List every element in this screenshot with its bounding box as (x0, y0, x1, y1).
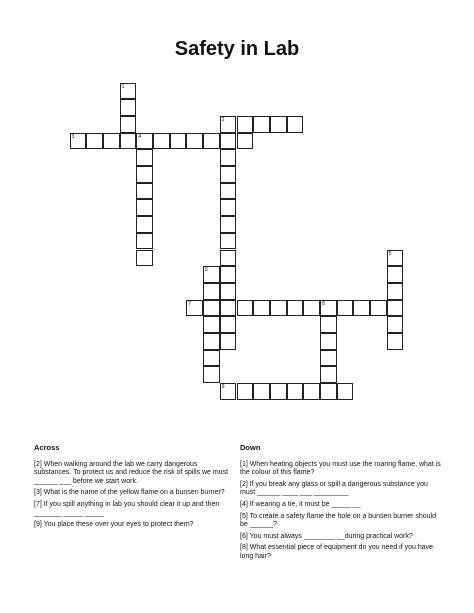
grid-cell[interactable] (387, 250, 404, 267)
grid-cell[interactable] (237, 383, 254, 400)
grid-cell[interactable] (353, 300, 370, 317)
grid-cell[interactable] (270, 300, 287, 317)
clue-number: 7 (188, 300, 192, 307)
grid-cell[interactable] (287, 116, 304, 133)
grid-cell[interactable] (270, 383, 287, 400)
grid-cell[interactable] (120, 116, 137, 133)
grid-cell[interactable] (203, 333, 220, 350)
grid-cell[interactable] (287, 383, 304, 400)
grid-cell[interactable] (337, 383, 354, 400)
down-clue: [8] What essential piece of equipment do you need if you have long hair? (240, 544, 434, 560)
grid-cell[interactable] (387, 266, 404, 283)
grid-cell[interactable] (320, 316, 337, 333)
across-heading: Across (34, 443, 60, 452)
grid-cell[interactable] (136, 250, 153, 267)
grid-cell[interactable] (220, 233, 237, 250)
grid-cell[interactable] (120, 83, 137, 100)
grid-cell[interactable] (387, 300, 404, 317)
across-clue: [3] What is the name of the yellow flame on a bunsen burner? (34, 489, 225, 497)
page-title: Safety in Lab (174, 38, 300, 60)
grid-cell[interactable] (370, 300, 387, 317)
grid-cell[interactable] (220, 149, 237, 166)
grid-cell[interactable] (387, 333, 404, 350)
grid-cell[interactable] (387, 283, 404, 300)
grid-cell[interactable] (220, 199, 237, 216)
grid-cell[interactable] (203, 300, 220, 317)
across-clue-list (34, 461, 232, 530)
grid-cell[interactable] (170, 133, 187, 150)
down-clue: [2] If you break any glass or spill a dangerous substance you must ______ ____ ___ _________ (240, 480, 428, 497)
grid-cell[interactable] (320, 350, 337, 367)
grid-cell[interactable] (136, 199, 153, 216)
clue-number: 8 (322, 300, 325, 307)
grid-cell[interactable] (253, 383, 270, 400)
grid-cell[interactable] (136, 133, 153, 150)
clue-number: 5 (388, 250, 392, 257)
grid-cell[interactable] (120, 133, 137, 150)
across-clue: [2] When walking around the lab we carry dangerous substances. To protect us and reduce the risk of spills we must ______ ___ before we start work. (34, 460, 229, 485)
clue-number: 3 (71, 133, 75, 140)
grid-cell[interactable] (203, 266, 220, 283)
grid-cell[interactable] (70, 133, 87, 150)
clue-number: 6 (205, 267, 208, 274)
grid-cell[interactable] (337, 300, 354, 317)
grid-cell[interactable] (220, 183, 237, 200)
grid-cell[interactable] (220, 266, 237, 283)
grid-cell[interactable] (320, 383, 337, 400)
grid-cell[interactable] (237, 116, 254, 133)
grid-cell[interactable] (136, 183, 153, 200)
clue-number: 9 (221, 384, 225, 391)
grid-cell[interactable] (136, 166, 153, 183)
grid-cell[interactable] (287, 300, 304, 317)
clue-number: 1 (121, 83, 125, 90)
grid-cell[interactable] (203, 133, 220, 150)
grid-cell[interactable] (220, 300, 237, 317)
grid-cell[interactable] (220, 250, 237, 267)
grid-cell[interactable] (253, 116, 270, 133)
grid-cell[interactable] (303, 383, 320, 400)
grid-cell[interactable] (270, 116, 287, 133)
grid-cell[interactable] (186, 300, 203, 317)
grid-cell[interactable] (320, 366, 337, 383)
down-clue-list (240, 461, 442, 562)
across-clues (34, 444, 232, 533)
down-clue: [1] When heating objects you must use the roaring flame, what is the colour of this flame? (240, 460, 441, 477)
down-clues (240, 444, 442, 565)
grid-cell[interactable] (220, 333, 237, 350)
grid-cell[interactable] (136, 216, 153, 233)
grid-cell[interactable] (237, 133, 254, 150)
down-clue: [5] To create a safety flame the hole on a bunsen burner should be ______? (240, 512, 436, 529)
grid-cell[interactable] (220, 316, 237, 333)
grid-cell[interactable] (186, 133, 203, 150)
grid-cell[interactable] (220, 383, 237, 400)
grid-cell[interactable] (136, 149, 153, 166)
across-clue: [9] You place these over your eyes to protect them? (34, 521, 194, 529)
grid-cell[interactable] (203, 316, 220, 333)
grid-cell[interactable] (220, 116, 237, 133)
grid-cell[interactable] (220, 216, 237, 233)
clue-number: 2 (221, 116, 225, 123)
grid-cell[interactable] (86, 133, 103, 150)
grid-cell[interactable] (303, 300, 320, 317)
down-heading: Down (240, 443, 261, 452)
grid-cell[interactable] (203, 283, 220, 300)
grid-cell[interactable] (203, 366, 220, 383)
down-clue: [6] You must always ________ __during practical work? (240, 532, 413, 540)
grid-cell[interactable] (320, 333, 337, 350)
grid-cell[interactable] (220, 133, 237, 150)
grid-cell[interactable] (120, 99, 137, 116)
grid-cell[interactable] (153, 133, 170, 150)
grid-cell[interactable] (203, 350, 220, 367)
across-clue: [7] If you spill anything in lab you should clear it up and then _______ _____ _____ (34, 500, 220, 517)
grid-cell[interactable] (136, 233, 153, 250)
clue-number: 4 (138, 133, 142, 140)
down-clue: [4] If wearing a tie, it must be _____ __ (240, 500, 361, 508)
grid-cell[interactable] (237, 300, 254, 317)
grid-cell[interactable] (220, 283, 237, 300)
grid-cell[interactable] (387, 316, 404, 333)
grid-cell[interactable] (320, 300, 337, 317)
grid-cell[interactable] (220, 166, 237, 183)
grid-cell[interactable] (103, 133, 120, 150)
grid-cell[interactable] (253, 300, 270, 317)
